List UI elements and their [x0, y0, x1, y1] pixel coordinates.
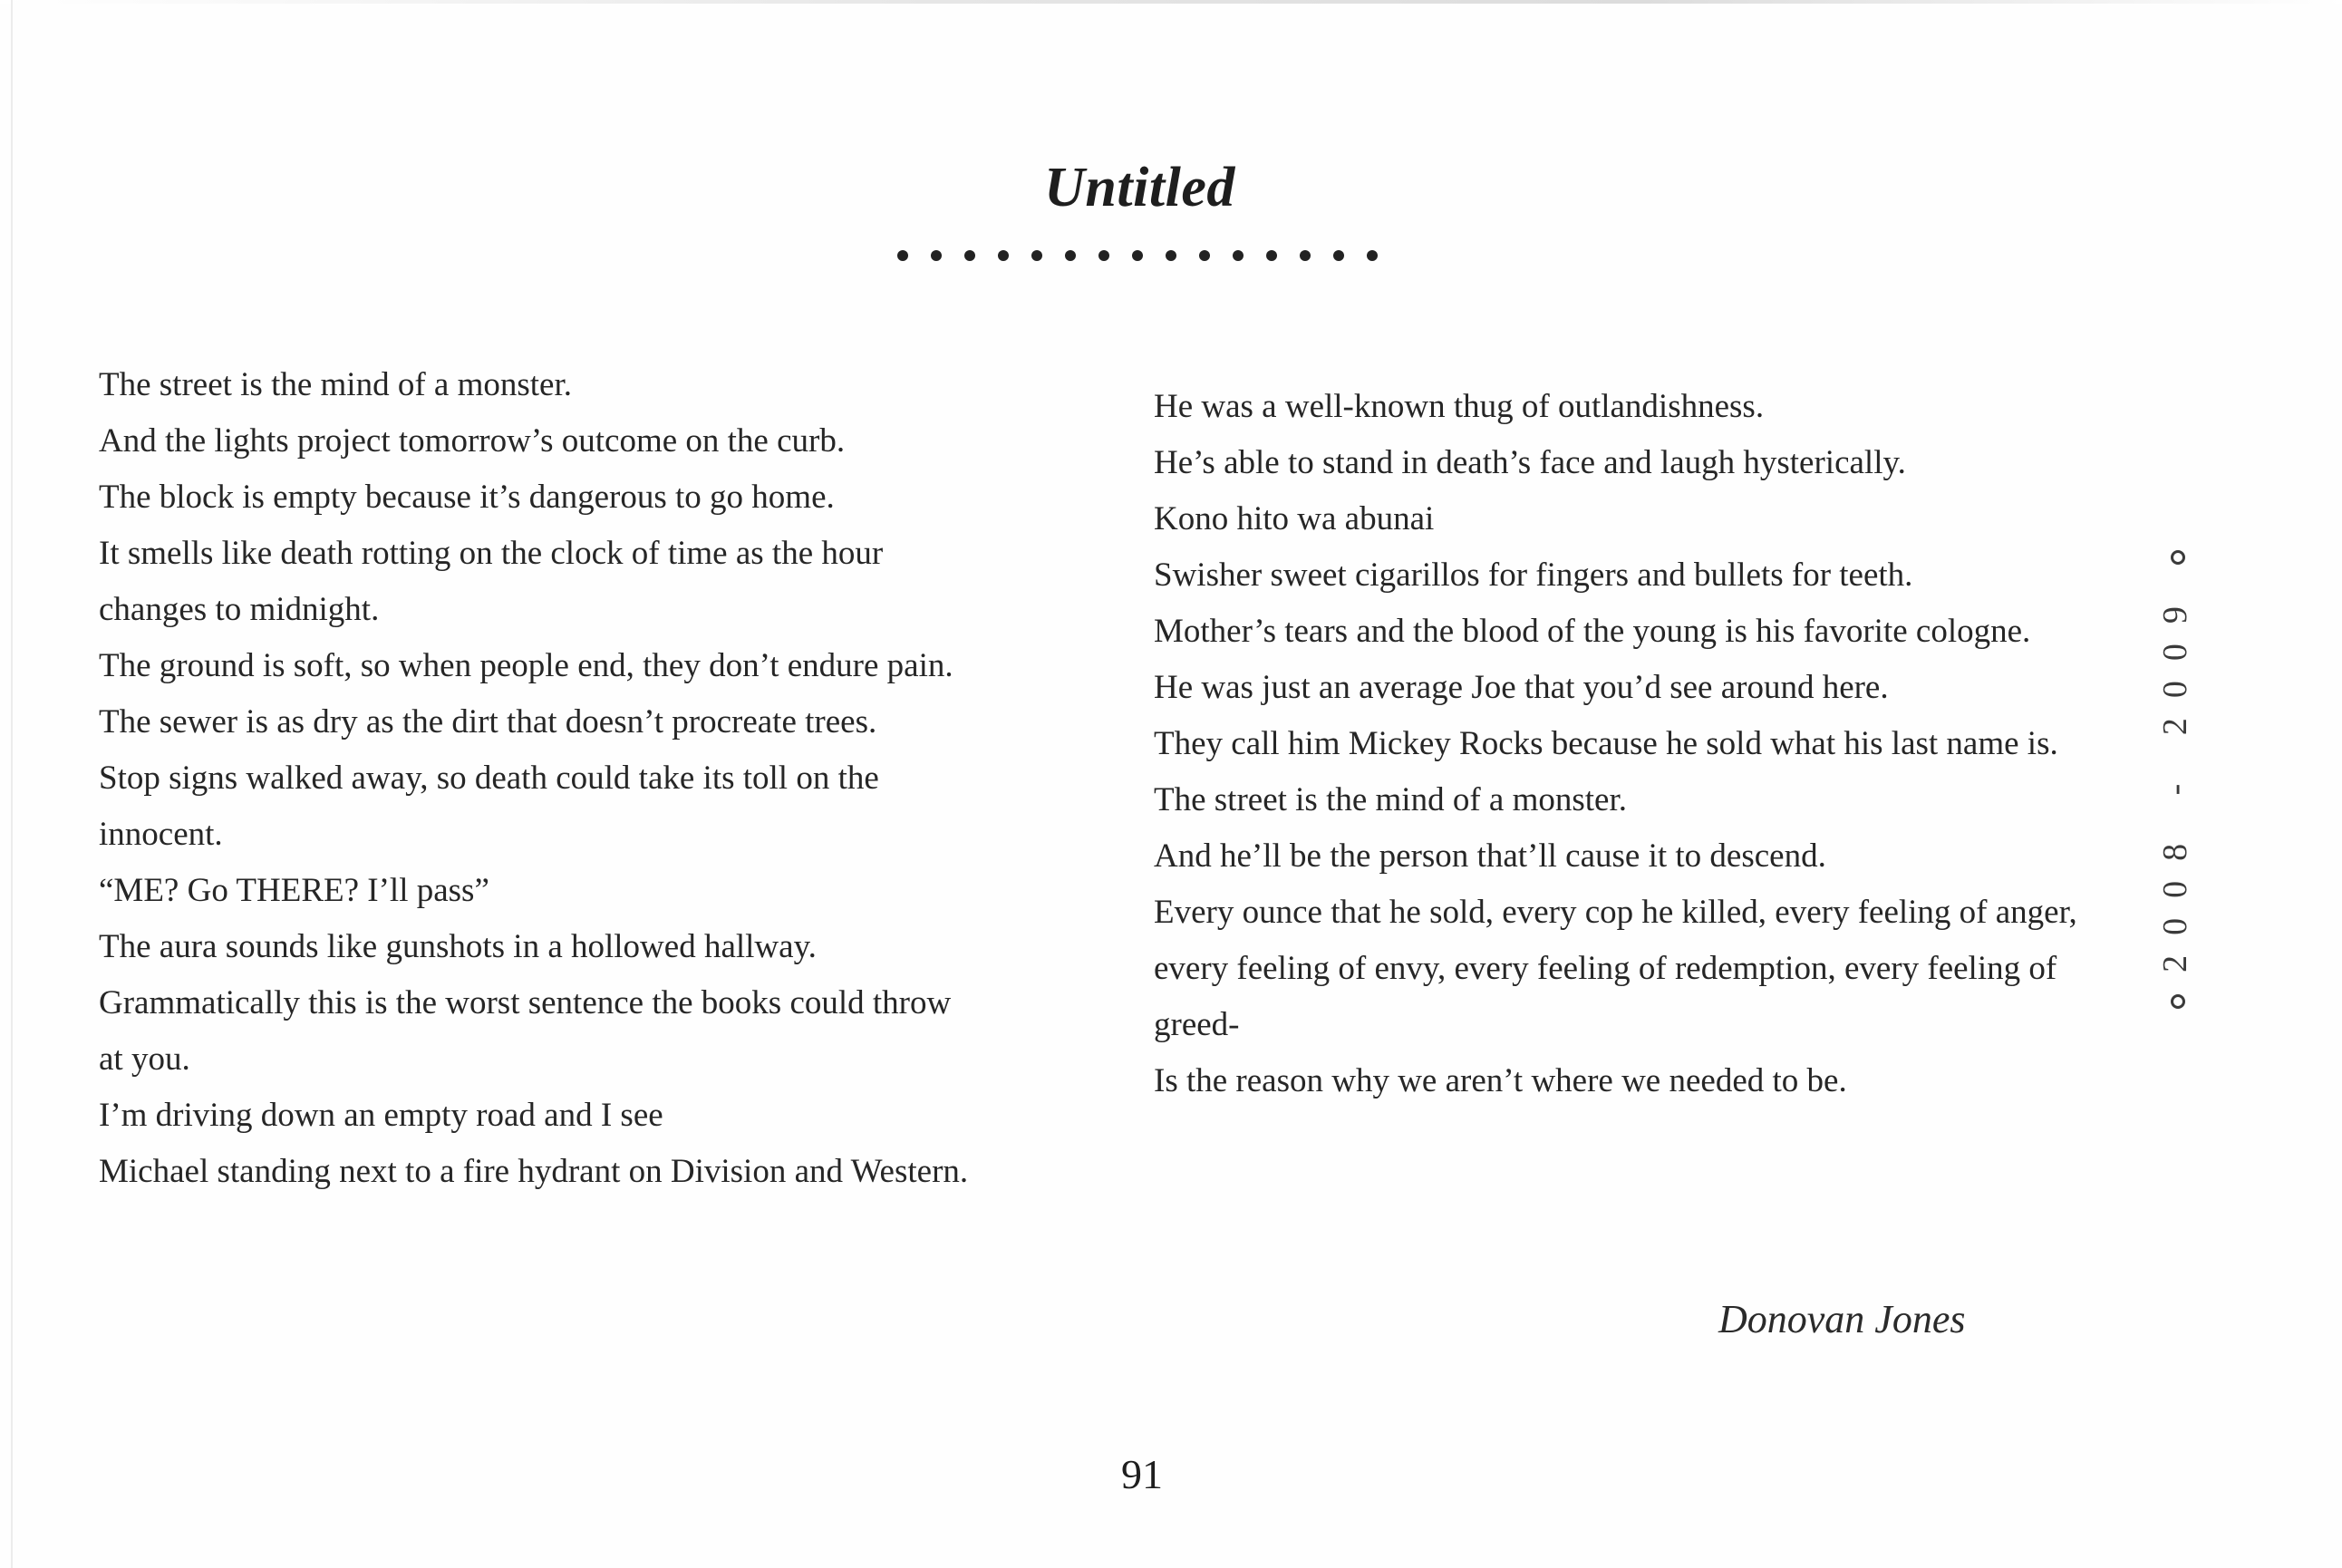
poem-line: And he’ll be the person that’ll cause it to descend. [1154, 837, 1826, 875]
poem-line: every feeling of envy, every feeling of redemption, every feeling of [1154, 950, 2057, 987]
poem-line: Grammatically this is the worst sentence the books could throw [99, 984, 952, 1021]
poem-line: The sewer is as dry as the dirt that doesn’t procreate trees. [99, 703, 877, 740]
page-top-edge [0, 0, 2342, 4]
poem-author: Donovan Jones [1718, 1297, 1966, 1341]
page-left-edge [11, 0, 13, 1568]
side-year-label [2148, 417, 2202, 1142]
ornament-dot [897, 250, 908, 261]
page-number: 91 [1121, 1451, 1163, 1497]
poem-line: They call him Mickey Rocks because he sold what his last name is. [1154, 725, 2058, 762]
poem-left-column [99, 357, 1087, 1200]
ornament-dot [931, 250, 942, 261]
poem-line: Swisher sweet cigarillos for fingers and bullets for teeth. [1154, 557, 1913, 594]
ornament-dot [1065, 250, 1076, 261]
poem-line: The street is the mind of a monster. [1154, 781, 1627, 818]
poem-line: The block is empty because it’s dangerous to go home. [99, 479, 835, 516]
poem-line: Every ounce that he sold, every cop he killed, every feeling of anger, [1154, 894, 2077, 931]
ornament-dot [1300, 250, 1311, 261]
poem-line: Kono hito wa abunai [1154, 500, 1435, 537]
poem-line: The ground is soft, so when people end, they don’t endure pain. [99, 647, 953, 684]
poem-line: Is the reason why we aren’t where we needed to be. [1154, 1062, 1847, 1099]
poem-line: greed- [1154, 1006, 1240, 1043]
poem-title: Untitled [1044, 157, 1235, 218]
poem-line: He was just an average Joe that you’d see around here. [1154, 669, 1889, 706]
poem-line: Stop signs walked away, so death could take its toll on the [99, 760, 879, 797]
poem-line: The street is the mind of a monster. [99, 366, 572, 403]
ornament-dot [1199, 250, 1210, 261]
poem-line: changes to midnight. [99, 591, 380, 628]
side-dot-top [2171, 550, 2185, 565]
ornament-dot [1098, 250, 1109, 261]
ornament-dot [1367, 250, 1378, 261]
poem-line: Mother’s tears and the blood of the young is his favorite cologne. [1154, 613, 2031, 650]
poem-line: at you. [99, 1040, 190, 1078]
ornament-dot [1166, 250, 1176, 261]
poem-line: It smells like death rotting on the clock of time as the hour [99, 535, 884, 572]
poem-line: And the lights project tomorrow’s outcome on the curb. [99, 422, 846, 460]
ornament-dot [1031, 250, 1042, 261]
side-year-text: 2008 - 2009 [2156, 586, 2194, 973]
poem-right-column [1154, 379, 2178, 1109]
ornament-dot [1333, 250, 1344, 261]
ornament-dot [1266, 250, 1277, 261]
poem-line: He’s able to stand in death’s face and laugh hysterically. [1154, 444, 1906, 481]
poem-line: “ME? Go THERE? I’ll pass” [99, 872, 489, 909]
ornament-dot [964, 250, 975, 261]
side-dot-bottom [2171, 994, 2185, 1009]
title-ornament [897, 247, 1378, 265]
poem-line: innocent. [99, 816, 223, 853]
poem-line: Michael standing next to a fire hydrant on Division and Western. [99, 1153, 969, 1190]
poem-line: I’m driving down an empty road and I see [99, 1097, 663, 1134]
ornament-dot [1233, 250, 1244, 261]
poem-line: He was a well-known thug of outlandishness. [1154, 388, 1765, 425]
ornament-dot [998, 250, 1009, 261]
ornament-dot [1132, 250, 1143, 261]
poem-line: The aura sounds like gunshots in a hollowed hallway. [99, 928, 817, 965]
